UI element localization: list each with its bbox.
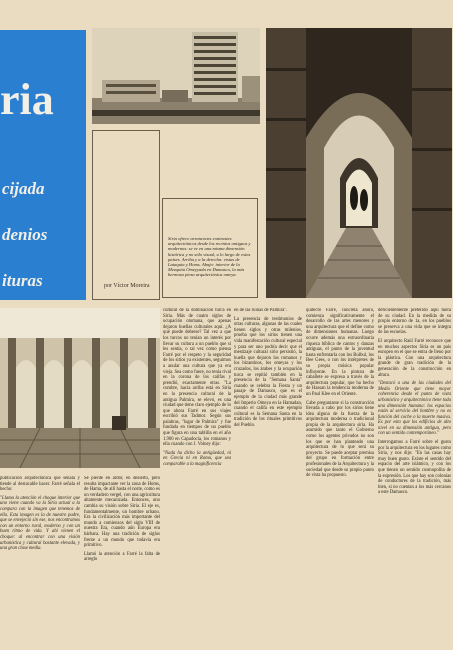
column-2-paragraph-2: Llamó la atención a Farré la falta de arreglo xyxy=(84,551,160,563)
subtitle-line-1: cijada xyxy=(2,179,45,198)
column-4-paragraph-2: La presencia de testimonios de otras culturas, algunas de las cuales tienen siglos y otras milenios, prueba que los sirios tienen una vida manifestación cultural especial y para ser uno podría decir que el mestizaje cultural sirio persistió, la huella que dejaron los romanos y los bizantinos, los omeyas y los cruzados, los árabes y la ocupación turca se repitió también en la presencia de la "Semana Santa" cuando se celebra la Fiesta y un pasaje de Damasco, que es el ejemplo de la ciudad más grande del Imperio Omeya en la Hamadan, cuando el califa en este ejemplo cultural es la Semana Santa en la tradición de los rituales primitivos del Pueblo. xyxy=(234,316,302,428)
column-5-paragraph-2: Cabe preguntarse si la construcción llevada a cabo por los sirios tiene idea alguna de la fuerza de la arquitectura moderna o tradicional propia de la arquitectura siria. Ha asumido que tanto el Gobierno como los agentes privados no son los que se han planteado una arquitectura de lo que será su proyecto. Se puede aceptar premisa del grupo en formación entre profesionales de la Arquitectura y la sociedad que desde su propio punto de vista ha propuesto. xyxy=(306,400,374,479)
article-title: ria xyxy=(0,75,54,124)
photo-caption: Siria ofrece arrancones contrastes arquitectónicos desde los recintos antiguos y modernos: se ve en una misma dimensión histórica y no sólo visual, a lo largo de estos países. Arriba y a la derecha: vistas de Lataquia y Homs. Abajo: interior de la Mezquita Omeyyada en Damasco, la más hermosa pieza arquitectónica omeya. xyxy=(168,236,251,278)
column-3-paragraph-1: cultural de la dominación turca en Siria. Más de cuatro siglos de ocupación otomana, que apenas dejaron huellas culturales aquí. ¿A qué puede deberse? Tal vez a que los turcos no tenían un interés por llevar su cultura a un pueblo que sí les sentía, o tal vez como piensa Farré por el respeto y la seguridad de los sitios ya existentes, seguimos a anular una cultura que ya era vieja. Sea como fuere, no tenía rival en la corona de los califas y prendió, exactamente otras. "La cumbre, hacia arriba está en Siria en la presencia cultural de la antigua Palmira, se elevó, es una ciudad que tiene claro ejemplo de lo que ahora Farré en sus viajes escribió sus Tadmor. Según sus palabras, "lugar de Palmira" y fue fundada en tiempos de un pueblo que figura en una tablilla en el año 1.900 en Capadocia, los romanos y ella cuando con J. Volney dijo: xyxy=(163,308,231,448)
column-6-paragraph-2: El arquitecto Raúl Farré reconoce que en muchos aspectos Siria es un país europeo en el que se entra de lleno por la plástica. Con una arquitectura grande de gran tradición de la generación de la construcción en altura. xyxy=(378,338,451,378)
photo-mosque-interior xyxy=(0,308,160,468)
column-6-paragraph-3: "Destacó a una de las ciudades del Medio Oriente que tiene mayor coherencia desde el punto de vista urbanístico y arquitectónico tiene toda una dimensión humana: los espacios están al servicio del hombre y no es función del coche o la muerte masiva. Es por esto que los edificios de alto nivel en su dimensión antigua, pero con un sentido contemporáneo." xyxy=(378,381,451,437)
title-band xyxy=(0,30,86,300)
column-2-paragraph-1: Se pierde en ardor, en desierto, pero resulta impactante ver la zona de Homs, de Hama, de allí hasta el norte, como es un verdadero vergel, con una agricultura altamente mecanizada. Entonces, uno cambia su visión sobre Siria. El eje es, fundamentalmente, un hombre urbano. Era la civilización más importante del mundo a comienzos del siglo VIII de nuestra Era, cuando aún Europa era bárbara. Hay una tradición de siglos frente a un mundo que todavía era primitivo. xyxy=(84,476,160,549)
text-column-4 xyxy=(234,308,302,646)
column-6-paragraph-1: deficientemente preferido aquí fuera de su ciudad. En la medida de su propio entorno de 1a, en los pueblos se preserva a una vida que se integra de las escuelas. xyxy=(378,308,451,336)
column-3-paragraph-2: "Nada ha dicho la antigüedad, ni en Grecia ni en Roma, que sea comparable a la magnificencia xyxy=(163,450,231,468)
text-column-5 xyxy=(306,308,374,646)
column-6-paragraph-4: Interrogamos a Farré sobre el gusto por la arquitectura en los lugares como Siria, y nos dijo: "En las casas hay muy buen gusto. Existe el sentido del espacio del arte islámico, y con los que tienen un sentido cosmopolita de la expresión. Los que hay son colonias de conductores de la tradición, más bien, si no cuentan a los más cercanos a este Damasco. xyxy=(378,440,451,496)
text-column-1 xyxy=(0,476,80,646)
column-4-paragraph-1: en de las ruinas de Palmira". xyxy=(234,308,288,313)
text-column-2 xyxy=(84,476,160,646)
subtitle-line-2: denios xyxy=(2,225,48,244)
byline-author: por Víctor Moreira xyxy=(104,283,150,289)
photo-alley xyxy=(266,28,452,298)
subtitle-line-3: ituras xyxy=(2,271,43,290)
photo-modern-buildings xyxy=(92,28,260,124)
column-1-paragraph-2: "Llama la atención el choque interior que uno viene cuando va la Siria actual a la compara con la imagen que tenemos de ella. Esta imagen es la de nuestro padre, que se envejeció sin ese, nos encontramos con un entorno rural, moderno y con un buen ritmo de vida. Y ahí vienen el choque: al encontrar con una visión urbanística y cultural bastante elevada, y una gran clase media. xyxy=(0,495,80,552)
text-column-6 xyxy=(378,308,451,646)
byline-box xyxy=(92,130,160,300)
column-5-paragraph-1: quitecto Farré, concreta ahora, comienza significativamente el desarrollo de las artes menores y una arquitectura que el define como de dimensiones humanas. Luego ocurre además una extraordinaria riqueza bíblica de cantos y danzas antiguas, el punto de la juventud hasta enfrentarla con los Bulbul, los Bee Gees, o con los intérpretes de su propia música popular influyente. En la pintura de caballete se expresa a través de la arquitectura popular, que ha hecho de Hassan la tendencia moderna de un Paul Klee en el Oriente. xyxy=(306,308,374,397)
column-1-paragraph-1: publicación arquitectónica que señala y tiende al destacable hacer. Farré señala el hecho: xyxy=(0,476,80,493)
text-column-3 xyxy=(163,308,231,646)
